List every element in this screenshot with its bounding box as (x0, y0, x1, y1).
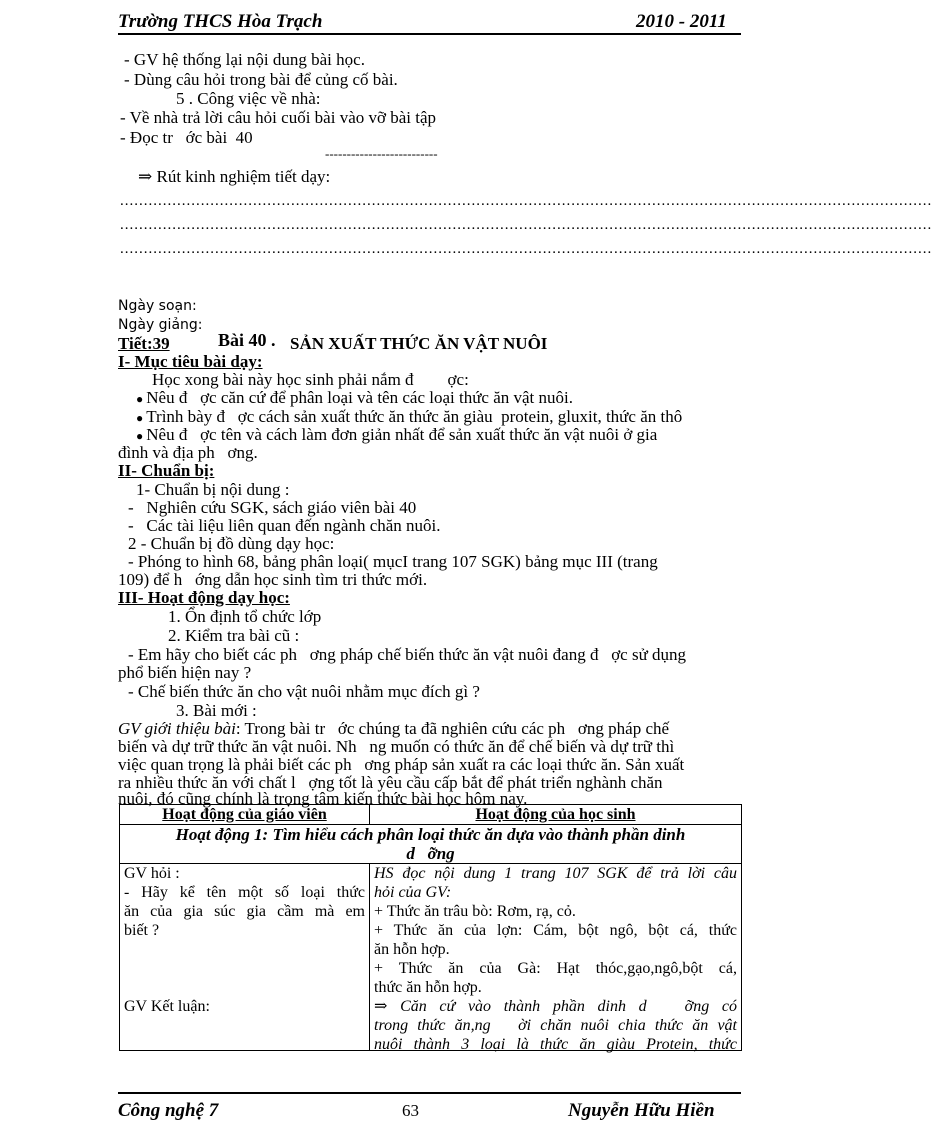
activity-table (119, 804, 742, 1051)
prep-tools-heading: 2 - Chuẩn bị đồ dùng dạy học: (128, 534, 335, 553)
dotted-line-3: ........................................................................................................................................................................... (120, 241, 932, 257)
bullet-icon: ● (136, 411, 144, 425)
activity-step-3: 3. Bài mới : (176, 701, 257, 720)
conclusion-line-1: ⇒ Căn cứ vào thành phần dinh d ỡng có (374, 998, 737, 1015)
header-year: 2010 - 2011 (636, 11, 727, 32)
col-student-header: Hoạt động của học sinh (370, 805, 742, 825)
lesson-title: SẢN XUẤT THỨC ĂN VẬT NUÔI (290, 334, 548, 353)
lesson-number: Bài 40 . (218, 330, 276, 350)
intro-line-2: biến và dự trữ thức ăn vật nuôi. Nh ng muốn có thức ăn để chế biến và dự trữ thì (118, 737, 675, 756)
header-rule (118, 33, 741, 35)
table-header-row (120, 805, 742, 825)
teacher-cell: GV hỏi : - Hãy kể tên một số loại thức ăn của gia súc gia cầm mà em biết ? GV Kết luận: (120, 864, 370, 1051)
dotted-line-1: ........................................................................................................................................................................... (120, 193, 932, 209)
ngay-soan: Ngày soạn: (118, 298, 197, 314)
ngay-giang: Ngày giảng: (118, 317, 203, 333)
review-question-1: - Em hãy cho biết các ph ơng pháp chế biến thức ăn vật nuôi đang đ ợc sử dụng (128, 645, 687, 664)
tiet-number: Tiết:39 (118, 334, 170, 353)
page-number: 63 (402, 1101, 419, 1120)
intro-line-1: GV giới thiệu bài: Trong bài tr ớc chúng ta đã nghiên cứu các ph ơng pháp chế (118, 719, 670, 738)
student-cell: HS đọc nội dung 1 trang 107 SGK để trả lời câu hỏi của GV: + Thức ăn trâu bò: Rơm, rạ, cỏ. + Thức ăn của lợn: Cám, bột ngô, bột cá, thức ăn hỗn hợp. + Thức ăn của Gà: Hạt thóc,gạo,ngô,bột cá, thức ăn hỗn hợp. ⇒ Căn cứ vào thành phần dinh d ỡng có trong thức ăn,ng ời chăn nuôi chia thức ăn vật nuôi thành 3 loại là thức ăn giàu Protein, thức (370, 864, 742, 1051)
objective-2: ● Trình bày đ ợc cách sản xuất thức ăn thức ăn giàu protein, gluxit, thức ăn thô (136, 407, 683, 426)
footer-subject: Công nghệ 7 (118, 1100, 219, 1121)
prep-content-2: - Các tài liệu liên quan đến ngành chăn nuôi. (128, 516, 441, 535)
homework-item-2: - Đọc tr ớc bài 40 (120, 128, 253, 147)
top-line-2: - Dùng câu hỏi trong bài để củng cố bài. (124, 70, 398, 89)
dotted-line-2: ........................................................................................................................................................................... (120, 217, 932, 233)
homework-heading: 5 . Công việc về nhà: (176, 89, 321, 108)
col-teacher-header: Hoạt động của giáo viên (120, 805, 370, 825)
separator-dashes: -------------------------- (325, 146, 438, 161)
intro-line-5: nuôi, đó cũng chính là trọng tâm kiến thức bài học hôm nay. (118, 789, 528, 808)
activity-1-title: Hoạt động 1: Tìm hiểu cách phân loại thức ăn dựa vào thành phần dinh d ỡng (120, 825, 742, 864)
intro-line-3: việc quan trọng là phải biết các ph ơng pháp sản xuất ra các loại thức ăn. Sản xuất (118, 755, 685, 774)
intro-line-4: ra nhiều thức ăn với chất l ợng tốt là yêu cầu cấp bắt để phát triển nghành chăn (118, 773, 663, 792)
bullet-icon: ● (136, 429, 144, 443)
footer-rule (118, 1092, 741, 1094)
activity-step-2: 2. Kiểm tra bài cũ : (168, 626, 300, 645)
top-line-1: - GV hệ thống lại nội dung bài học. (124, 50, 365, 69)
bullet-icon: ● (136, 392, 144, 406)
prep-content-1: - Nghiên cứu SGK, sách giáo viên bài 40 (128, 498, 417, 517)
objective-1: ● Nêu đ ợc căn cứ để phân loại và tên các loại thức ăn vật nuôi. (136, 388, 574, 407)
section-preparation: II- Chuẩn bị: (118, 461, 215, 480)
section-objectives: I- Mục tiêu bài dạy: (118, 352, 263, 371)
section-activities: III- Hoạt động dạy học: (118, 588, 290, 607)
activity-1-content-row (120, 864, 742, 1051)
objectives-intro: Học xong bài này học sinh phải nắm đ ợc: (152, 370, 469, 389)
activity-step-1: 1. Ổn định tổ chức lớp (168, 607, 322, 626)
objective-3: ● Nêu đ ợc tên và cách làm đơn giản nhất để sản xuất thức ăn vật nuôi ở gia (136, 425, 658, 444)
prep-tools-1: - Phóng to hình 68, bảng phân loại( mụcI trang 107 SGK) bảng mục III (trang (128, 552, 658, 571)
prep-tools-2: 109) để h ớng dẫn học sinh tìm tri thức mới. (118, 570, 428, 589)
arrow-icon: ⇒ (374, 998, 388, 1015)
footer-author: Nguyễn Hữu Hiền (568, 1100, 715, 1121)
experience-heading: ⇒ Rút kinh nghiệm tiết dạy: (138, 167, 331, 186)
homework-item-1: - Về nhà trả lời câu hỏi cuối bài vào vỡ bài tập (120, 108, 437, 127)
objective-3-cont: đình và địa ph ơng. (118, 443, 258, 462)
review-question-2: - Chế biến thức ăn cho vật nuôi nhằm mục đích gì ? (128, 682, 480, 701)
review-question-1-cont: phổ biến hiện nay ? (118, 663, 252, 682)
header-school: Trường THCS Hòa Trạch (118, 11, 323, 32)
prep-content-heading: 1- Chuẩn bị nội dung : (136, 480, 290, 499)
activity-1-row (120, 825, 742, 864)
